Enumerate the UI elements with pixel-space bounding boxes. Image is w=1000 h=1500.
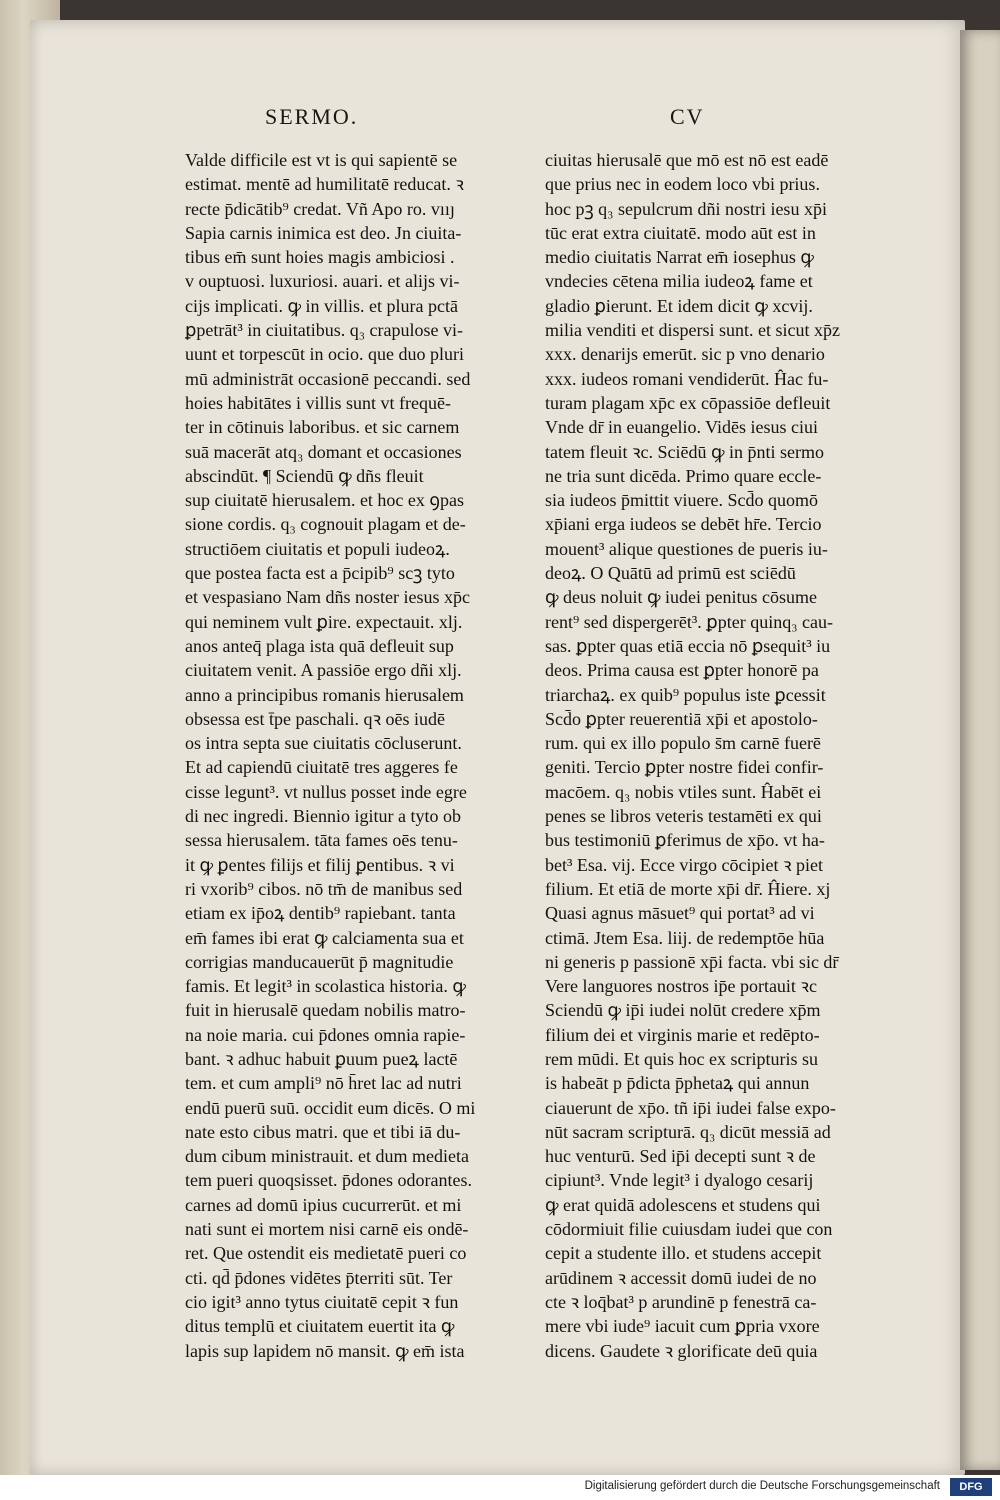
dfg-logo: DFG xyxy=(950,1478,992,1496)
text-line: ꝙ deus noluit ꝙ iudei penitus cōsume xyxy=(545,587,818,608)
footer-credit: Digitalisierung gefördert durch die Deutsche Forschungsgemeinschaft xyxy=(584,1480,940,1492)
text-line: ditus templū et ciuitatem euertit ita ꝙ xyxy=(185,1316,455,1337)
text-line: cti. qd̄ p̄dones vidētes p̄territi sūt. Ter xyxy=(185,1267,453,1288)
text-line: ne tria sunt dicēda. Primo quare eccle- xyxy=(545,465,822,486)
text-line: xxx. iudeos romani vendiderūt. Ĥac fu- xyxy=(545,368,829,389)
text-line: gladio ꝑierunt. Et idem dicit ꝙ xcvij. xyxy=(545,295,813,316)
text-line: nūt sacram scripturā. q₃ dicūt messiā ad xyxy=(545,1121,831,1142)
text-line: ꝑpetrāt³ in ciuitatibus. q₃ crapulose vi- xyxy=(185,320,464,341)
text-line: carnes ad domū ipius cucurrerūt. et mi xyxy=(185,1194,462,1215)
text-line: turam plagam xp̄c ex cōpassiōe defleuit xyxy=(545,392,831,413)
text-line: arūdinem ꝛ accessit domū iudei de no xyxy=(545,1267,817,1288)
text-line: Vnde dr̄ in euangelio. Vidēs iesus ciui xyxy=(545,417,819,438)
text-line: os intra septa sue ciuitatis cōcluserunt. xyxy=(185,733,462,754)
text-line: Vere languores nostros ip̄e portauit ꝛc xyxy=(545,976,817,997)
text-line: structiōem ciuitatis et populi iudeoꝝ. xyxy=(185,538,450,559)
text-line: Valde difficile est vt is qui sapientē se xyxy=(185,150,458,170)
text-line: anos anteq̄ plaga ista quā defleuit sup xyxy=(185,635,454,656)
text-line: ter in cōtinuis laboribus. et sic carnem xyxy=(185,417,460,438)
text-line: nati sunt ei mortem nisi carnē eis ondē- xyxy=(185,1219,469,1240)
text-line: huc venturū. Sed ip̄i decepti sunt ꝛ de xyxy=(545,1146,816,1167)
text-line: etiam ex ip̄oꝝ dentib⁹ rapiebant. tanta xyxy=(185,903,456,924)
text-column-right xyxy=(545,148,865,1363)
text-line: medio ciuitatis Narrat em̄ iosephus ꝙ xyxy=(545,247,814,268)
text-line: di nec ingredi. Biennio igitur a tyto ob xyxy=(185,806,461,827)
text-line: ciuitas hierusalē que mō est nō est eadē xyxy=(545,150,829,170)
text-line: estimat. mentē ad humilitatē reducat. ꝛ xyxy=(185,174,464,195)
text-line: abscindūt. ¶ Sciendū ꝙ dñs fleuit xyxy=(185,465,424,486)
text-line: sia iudeos p̄mittit viuere. Scd̄o quomō xyxy=(545,490,818,511)
text-line: em̄ fames ibi erat ꝙ calciamenta sua et xyxy=(185,927,464,948)
text-line: tatem fleuit ꝛc. Sciēdū ꝙ in p̄nti sermo xyxy=(545,441,824,462)
text-line: ri vxorib⁹ cibos. nō tm̄ de manibus sed xyxy=(185,878,463,899)
text-line: ciauerunt de xp̄o. tñ ip̄i iudei false expo- xyxy=(545,1097,836,1118)
text-line: triarchaꝝ. ex quib⁹ populus iste ꝑcessit xyxy=(545,684,826,705)
text-line: hoies habitātes i villis sunt vt frequē- xyxy=(185,392,451,413)
text-line: cōdormiuit filie cuiusdam iudei que con xyxy=(545,1219,833,1240)
text-line: uunt et torpescūt in ocio. que duo pluri xyxy=(185,344,464,365)
text-line: xxx. denarijs emerūt. sic p vno denario xyxy=(545,344,825,365)
text-line: rent⁹ sed dispergerēt³. ꝑpter quinq₃ cau- xyxy=(545,611,833,632)
text-line: filium dei et virginis marie et redēpto- xyxy=(545,1024,820,1045)
text-line: deos. Prima causa est ꝑpter honorē pa xyxy=(545,660,819,681)
text-line: tem pueri quoqsisset. p̄dones odorantes. xyxy=(185,1170,472,1191)
text-line: corrigias manducauerūt p̄ magnitudie xyxy=(185,951,454,972)
text-line: cio igit³ anno tytus ciuitatē cepit ꝛ fun xyxy=(185,1291,459,1312)
text-line: qui neminem vult ꝑire. expectauit. xlj. xyxy=(185,611,463,632)
adjacent-page-fragment xyxy=(960,30,1000,1470)
text-line: milia venditi et dispersi sunt. et sicut xp̄z xyxy=(545,320,840,341)
text-line: nate esto cibus matri. que et tibi iā du- xyxy=(185,1121,461,1142)
text-line: rum. qui ex illo populo s̄m carnē fuerē xyxy=(545,733,821,754)
text-line: hoc pꝫ q₃ sepulcrum dñi nostri iesu xp̄i xyxy=(545,198,827,219)
text-line: Et ad capiendū ciuitatē tres aggeres fe xyxy=(185,757,458,778)
text-line: ni generis p passionē xp̄i facta. vbi sic dr̄ xyxy=(545,951,839,972)
text-line: xp̄iani erga iudeos se debēt hr̄e. Tercio xyxy=(545,514,822,535)
text-line: sas. ꝑpter quas etiā eccia nō ꝑsequit³ iu xyxy=(545,635,831,656)
text-line: Sciendū ꝙ ip̄i iudei nolūt credere xp̄m xyxy=(545,1000,821,1021)
running-head-left: SERMO. xyxy=(265,104,359,129)
text-line: is habeāt p p̄dicta p̄phetaꝝ qui annun xyxy=(545,1073,810,1094)
text-line: ꝙ erat quidā adolescens et studens qui xyxy=(545,1194,821,1215)
text-line: recte p̄dicātib⁹ credat. Vñ Apo ro. vııȷ xyxy=(185,198,455,219)
text-line: endū puerū suū. occidit eum dicēs. O mi xyxy=(185,1097,476,1118)
text-line: Quasi agnus māsuet⁹ qui portat³ ad vi xyxy=(545,903,815,924)
text-line: sup ciuitatē hierusalem. et hoc ex ꝯpas xyxy=(185,490,464,511)
text-line: it ꝙ ꝑentes filijs et filij ꝑentibus. ꝛ vi xyxy=(185,854,455,875)
text-line: cipiunt³. Vnde legit³ i dyalogo cesarij xyxy=(545,1170,814,1191)
text-line: cijs implicati. ꝙ in villis. et plura pctā xyxy=(185,295,458,316)
text-line: bant. ꝛ adhuc habuit ꝑuum pueꝝ lactē xyxy=(185,1048,458,1069)
text-line: macōem. q₃ nobis vtiles sunt. Ĥabēt ei xyxy=(545,781,822,802)
text-line: tem. et cum ampli⁹ nō h̄ret lac ad nutri xyxy=(185,1073,462,1094)
text-line: cepit a studente illo. et studens accepit xyxy=(545,1243,822,1264)
text-line: et vespasiano Nam dñs noster iesus xp̄c xyxy=(185,587,470,608)
text-line: Scd̄o ꝑpter reuerentiā xp̄i et apostolo- xyxy=(545,708,818,729)
text-line: famis. Et legit³ in scolastica historia. ꝙ xyxy=(185,976,466,997)
text-line: cisse legunt³. vt nullus posset inde egre xyxy=(185,781,467,802)
text-line: anno a principibus romanis hierusalem xyxy=(185,684,464,705)
text-line: tūc erat extra ciuitatē. modo aūt est in xyxy=(545,222,816,243)
text-line: bus testimoniū ꝑferimus de xp̄o. vt ha- xyxy=(545,830,825,851)
digitization-footer xyxy=(0,1475,1000,1500)
running-head-right: CV xyxy=(670,104,705,129)
text-line: tibus em̄ sunt hoies magis ambiciosi . xyxy=(185,247,455,268)
text-line: ctimā. Jtem Esa. liij. de redemptōe hūa xyxy=(545,927,825,948)
text-line: que postea facta est a p̄cipib⁹ scꝫ tyto xyxy=(185,563,455,584)
text-line: obsessa est t̄pe paschali. qꝛ oēs iudē xyxy=(185,708,445,729)
text-column-left xyxy=(185,148,505,1363)
text-line: mouent³ alique questiones de pueris iu- xyxy=(545,538,828,559)
text-line: lapis sup lapidem nō mansit. ꝙ em̄ ista xyxy=(185,1340,465,1361)
text-line: penes se libros veteris testamēti ex qui xyxy=(545,806,822,827)
text-line: v ouptuosi. luxuriosi. auari. et alijs vi- xyxy=(185,271,460,292)
text-line: fuit in hierusalē quedam nobilis matro- xyxy=(185,1000,466,1021)
text-line: geniti. Tercio ꝑpter nostre fidei confir- xyxy=(545,757,824,778)
text-line: deoꝝ. O Quātū ad primū est sciēdū xyxy=(545,563,796,584)
text-line: bet³ Esa. vij. Ecce virgo cōcipiet ꝛ piet xyxy=(545,854,824,875)
text-line: sione cordis. q₃ cognouit plagam et de- xyxy=(185,514,466,535)
text-line: ciuitatem venit. A passiōe ergo dñi xlj. xyxy=(185,660,462,681)
text-line: vndecies cētena milia iudeoꝝ fame et xyxy=(545,271,813,292)
text-line: sessa hierusalem. tāta fames oēs tenu- xyxy=(185,830,458,851)
text-line: dicens. Gaudete ꝛ glorificate deū quia xyxy=(545,1340,818,1361)
text-line: filium. Et etiā de morte xp̄i dr̄. Ĥiere. xj xyxy=(545,878,831,899)
text-line: rem mūdi. Et quis hoc ex scripturis su xyxy=(545,1048,818,1069)
text-line: cte ꝛ loq̄bat³ p arundinē p fenestrā ca- xyxy=(545,1291,817,1312)
text-line: que prius nec in eodem loco vbi prius. xyxy=(545,174,820,195)
text-line: Sapia carnis inimica est deo. Jn ciuita- xyxy=(185,222,462,243)
text-line: ret. Que ostendit eis medietatē pueri co xyxy=(185,1243,467,1264)
text-line: mere vbi iude⁹ iacuit cum ꝑpria vxore xyxy=(545,1316,820,1337)
text-line: mū administrāt occasionē peccandi. sed xyxy=(185,368,471,389)
text-line: dum cibum ministrauit. et dum medieta xyxy=(185,1146,469,1167)
text-line: suā macerāt atq₃ domant et occasiones xyxy=(185,441,462,462)
text-line: na noie maria. cui p̄dones omnia rapie- xyxy=(185,1024,466,1045)
